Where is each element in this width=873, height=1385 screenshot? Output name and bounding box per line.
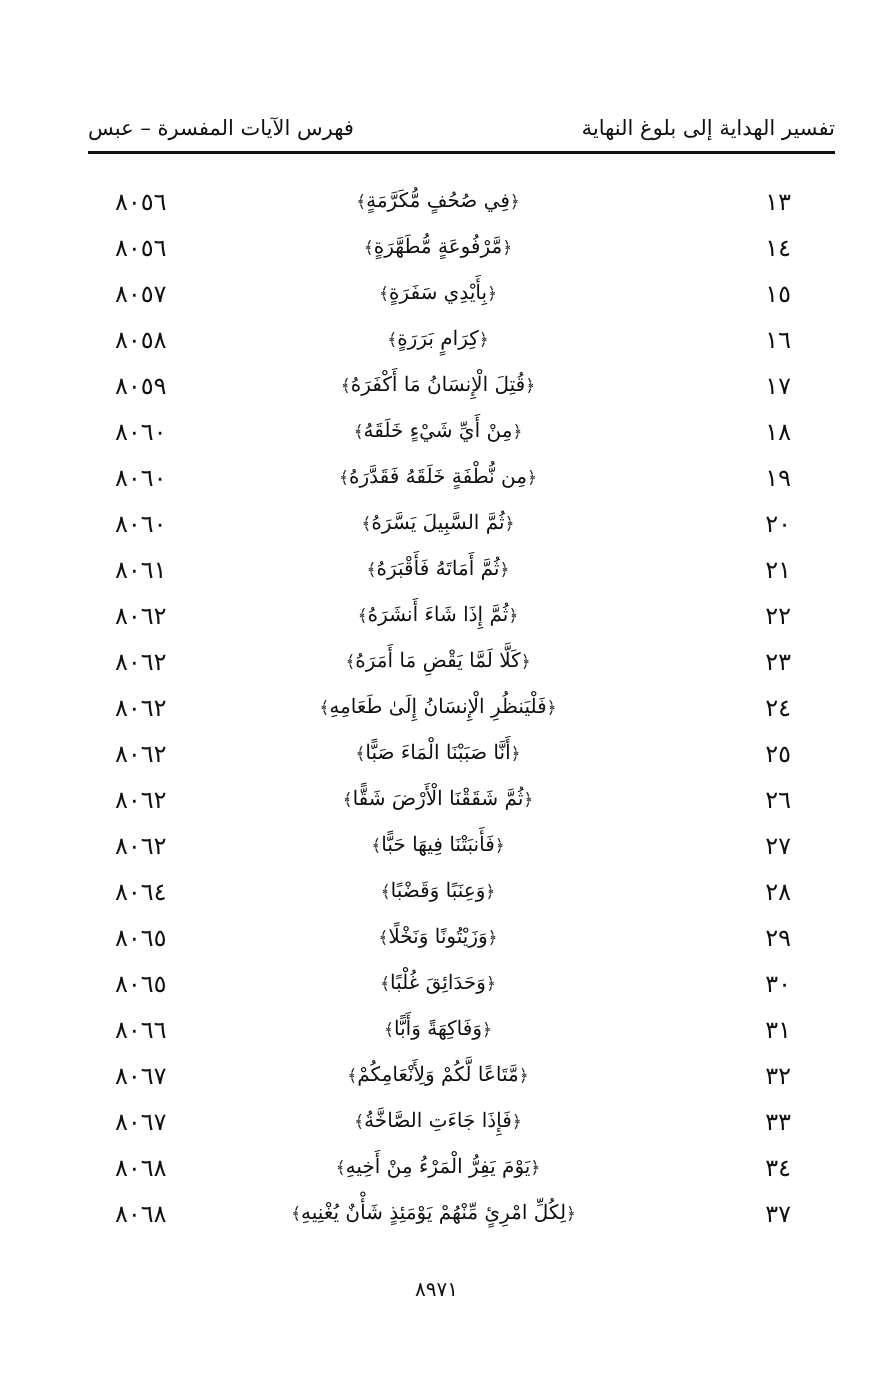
verse-text: أَنَّا صَبَبْنَا الْمَاءَ صَبًّا [365, 740, 511, 764]
verse-text: وَزَيْتُونًا وَنَخْلًا [388, 924, 488, 948]
index-row [0, 1008, 873, 1054]
verse-text: قُتِلَ الْإِنسَانُ مَا أَكْفَرَهُ [350, 372, 526, 396]
verse-text-cell [300, 740, 576, 764]
index-row [0, 824, 873, 870]
ornate-bracket-close-icon: ﴾ [378, 284, 389, 304]
page-reference: ٨٠٦١ [115, 556, 167, 584]
ornate-bracket-open-icon: ﴿ [508, 606, 519, 626]
ornate-bracket-open-icon: ﴿ [482, 1020, 492, 1040]
ornate-bracket-close-icon: ﴾ [378, 928, 389, 948]
verse-text: بِأَيْدِي سَفَرَةٍ [388, 280, 488, 304]
ornate-bracket-close-icon: ﴾ [357, 606, 368, 626]
page-header [88, 112, 835, 152]
ornate-bracket-close-icon: ﴾ [335, 1158, 346, 1178]
page-reference: ٨٠٦٦ [115, 1016, 167, 1044]
index-row [0, 1100, 873, 1146]
verse-number: ١٨ [765, 418, 791, 446]
ornate-bracket-close-icon: ﴾ [345, 652, 356, 672]
ornate-bracket-open-icon: ﴿ [485, 974, 496, 994]
index-row [0, 272, 873, 318]
verse-number: ٣٧ [765, 1200, 791, 1228]
index-row [0, 364, 873, 410]
verse-text-cell [300, 924, 576, 948]
page-reference: ٨٠٦٠ [115, 418, 167, 446]
page-reference: ٨٠٦٧ [115, 1108, 167, 1136]
verse-text-cell [300, 1154, 576, 1178]
index-row [0, 1054, 873, 1100]
verse-number: ٣٠ [765, 970, 791, 998]
ornate-bracket-open-icon: ﴿ [511, 1112, 522, 1132]
verse-text: وَحَدَائِقَ غُلْبًا [390, 970, 486, 994]
verse-text-cell [300, 1108, 576, 1132]
ornate-bracket-open-icon: ﴿ [530, 1158, 541, 1178]
page-reference: ٨٠٥٨ [115, 326, 167, 354]
verse-text: وَفَاكِهَةً وَأَبًّا [393, 1016, 482, 1040]
ornate-bracket-open-icon: ﴿ [504, 514, 515, 534]
ornate-bracket-open-icon: ﴿ [509, 192, 520, 212]
index-row [0, 502, 873, 548]
page-reference: ٨٠٦٤ [115, 878, 167, 906]
index-row [0, 226, 873, 272]
ornate-bracket-close-icon: ﴾ [384, 1020, 394, 1040]
index-row [0, 180, 873, 226]
verse-number: ٣٣ [765, 1108, 791, 1136]
verse-number: ٢٩ [765, 924, 791, 952]
page-reference: ٨٠٦٠ [115, 510, 167, 538]
index-row [0, 778, 873, 824]
page-reference: ٨٠٦٨ [115, 1200, 167, 1228]
ornate-bracket-open-icon: ﴿ [487, 928, 498, 948]
ornate-bracket-close-icon: ﴾ [361, 514, 372, 534]
verse-number: ٢٧ [765, 832, 791, 860]
ornate-bracket-open-icon: ﴿ [525, 376, 536, 396]
page-reference: ٨٠٦٥ [115, 970, 167, 998]
verse-text: يَوْمَ يَفِرُّ الْمَرْءُ مِنْ أَخِيهِ [345, 1154, 531, 1178]
page-number: ٨٩٧١ [415, 1277, 458, 1301]
ornate-bracket-open-icon: ﴿ [478, 330, 489, 350]
verse-text: كِرَامٍ بَرَرَةٍ [397, 326, 479, 350]
verse-text: وَعِنَبًا وَقَضْبًا [390, 878, 486, 902]
verse-text: مِن نُّطْفَةٍ خَلَقَهُ فَقَدَّرَهُ [349, 464, 527, 488]
page-reference: ٨٠٦٢ [115, 832, 167, 860]
page-reference: ٨٠٥٦ [115, 188, 167, 216]
verse-text-cell [300, 510, 576, 534]
verse-text-cell [300, 786, 576, 810]
verse-number: ١٣ [765, 188, 791, 216]
verse-text-cell [300, 188, 576, 212]
ornate-bracket-close-icon: ﴾ [387, 330, 398, 350]
verse-number: ٣١ [765, 1016, 791, 1044]
page-reference: ٨٠٦٢ [115, 602, 167, 630]
ornate-bracket-close-icon: ﴾ [347, 1066, 358, 1086]
ornate-bracket-open-icon: ﴿ [499, 560, 510, 580]
verse-text: لِكُلِّ امْرِئٍ مِّنْهُمْ يَوْمَئِذٍ شَأْنٌ يُغْنِيهِ [301, 1200, 567, 1224]
ornate-bracket-close-icon: ﴾ [380, 882, 391, 902]
verse-number: ٢٢ [765, 602, 791, 630]
verse-number: ٢٠ [765, 510, 791, 538]
verse-text-cell [300, 234, 576, 258]
verse-text: مِنْ أَيِّ شَيْءٍ خَلَقَهُ [363, 418, 513, 442]
ornate-bracket-open-icon: ﴿ [546, 698, 557, 718]
verse-text-cell [300, 556, 576, 580]
ornate-bracket-open-icon: ﴿ [566, 1204, 576, 1224]
page-reference: ٨٠٦٧ [115, 1062, 167, 1090]
verse-number: ٣٤ [765, 1154, 791, 1182]
verse-text-cell [300, 878, 576, 902]
ornate-bracket-open-icon: ﴿ [485, 882, 496, 902]
ornate-bracket-open-icon: ﴿ [520, 652, 531, 672]
verse-text-cell [300, 418, 576, 442]
verse-text: مَّتَاعًا لَّكُمْ وَلِأَنْعَامِكُمْ [357, 1062, 519, 1086]
verse-number: ٢١ [765, 556, 791, 584]
verse-text-cell [300, 694, 576, 718]
verse-text-cell [300, 1016, 576, 1040]
verse-text: كَلَّا لَمَّا يَقْضِ مَا أَمَرَهُ [355, 648, 521, 672]
verse-number: ١٥ [765, 280, 791, 308]
page-reference: ٨٠٥٦ [115, 234, 167, 262]
ornate-bracket-open-icon: ﴿ [510, 744, 521, 764]
verse-text: ثُمَّ إِذَا شَاءَ أَنشَرَهُ [367, 602, 509, 626]
verse-number: ١٦ [765, 326, 791, 354]
index-row [0, 686, 873, 732]
verse-text-cell [300, 326, 576, 350]
verse-text-cell [300, 1062, 576, 1086]
verse-number: ١٤ [765, 234, 791, 262]
verse-text-cell [300, 280, 576, 304]
index-row [0, 732, 873, 778]
ornate-bracket-open-icon: ﴿ [512, 422, 523, 442]
index-row [0, 410, 873, 456]
verse-number: ٢٨ [765, 878, 791, 906]
verse-number: ٣٢ [765, 1062, 791, 1090]
ornate-bracket-close-icon: ﴾ [371, 836, 382, 856]
index-row [0, 1192, 873, 1238]
verse-number: ٢٦ [765, 786, 791, 814]
verse-number: ٢٥ [765, 740, 791, 768]
index-row [0, 594, 873, 640]
page-reference: ٨٠٦٨ [115, 1154, 167, 1182]
ornate-bracket-close-icon: ﴾ [366, 560, 377, 580]
verse-text-cell [300, 648, 576, 672]
verse-index-table [0, 180, 873, 1238]
section-title: فهرس الآيات المفسرة – عبس [88, 116, 354, 140]
book-title: تفسير الهداية إلى بلوغ النهاية [581, 116, 835, 140]
index-row [0, 962, 873, 1008]
page-reference: ٨٠٦٢ [115, 786, 167, 814]
index-row [0, 1146, 873, 1192]
index-row [0, 870, 873, 916]
verse-number: ٢٤ [765, 694, 791, 722]
ornate-bracket-open-icon: ﴿ [526, 468, 537, 488]
ornate-bracket-close-icon: ﴾ [291, 1204, 302, 1224]
ornate-bracket-open-icon: ﴿ [487, 284, 498, 304]
ornate-bracket-open-icon: ﴿ [502, 238, 513, 258]
index-row [0, 318, 873, 364]
verse-text-cell [300, 832, 576, 856]
index-row [0, 456, 873, 502]
verse-text-cell [300, 970, 576, 994]
index-row [0, 916, 873, 962]
verse-text: فَلْيَنظُرِ الْإِنسَانُ إِلَىٰ طَعَامِهِ [329, 694, 547, 718]
ornate-bracket-close-icon: ﴾ [340, 376, 351, 396]
index-row [0, 548, 873, 594]
verse-text: ثُمَّ أَمَاتَهُ فَأَقْبَرَهُ [376, 556, 500, 580]
ornate-bracket-close-icon: ﴾ [355, 744, 366, 764]
verse-number: ١٩ [765, 464, 791, 492]
ornate-bracket-close-icon: ﴾ [354, 1112, 365, 1132]
verse-text: فِي صُحُفٍ مُّكَرَّمَةٍ [366, 188, 510, 212]
index-row [0, 640, 873, 686]
ornate-bracket-close-icon: ﴾ [363, 238, 374, 258]
verse-text-cell [300, 372, 576, 396]
ornate-bracket-close-icon: ﴾ [342, 790, 353, 810]
ornate-bracket-close-icon: ﴾ [339, 468, 350, 488]
page-reference: ٨٠٦٢ [115, 648, 167, 676]
verse-text: ثُمَّ شَقَقْنَا الْأَرْضَ شَقًّا [352, 786, 524, 810]
verse-text: مَّرْفُوعَةٍ مُّطَهَّرَةٍ [373, 234, 503, 258]
ornate-bracket-close-icon: ﴾ [356, 192, 367, 212]
ornate-bracket-open-icon: ﴿ [523, 790, 534, 810]
page-reference: ٨٠٦٠ [115, 464, 167, 492]
verse-text: ثُمَّ السَّبِيلَ يَسَّرَهُ [371, 510, 505, 534]
verse-text-cell [291, 1200, 576, 1224]
page-reference: ٨٠٥٧ [115, 280, 167, 308]
verse-number: ١٧ [765, 372, 791, 400]
ornate-bracket-open-icon: ﴿ [518, 1066, 529, 1086]
ornate-bracket-close-icon: ﴾ [353, 422, 364, 442]
verse-text: فَإِذَا جَاءَتِ الصَّاخَّةُ [364, 1108, 512, 1132]
ornate-bracket-close-icon: ﴾ [380, 974, 391, 994]
ornate-bracket-close-icon: ﴾ [319, 698, 330, 718]
page-reference: ٨٠٦٢ [115, 694, 167, 722]
page-reference: ٨٠٥٩ [115, 372, 167, 400]
page-reference: ٨٠٦٥ [115, 924, 167, 952]
verse-number: ٢٣ [765, 648, 791, 676]
header-rule [88, 151, 835, 154]
ornate-bracket-open-icon: ﴿ [494, 836, 505, 856]
verse-text-cell [300, 464, 576, 488]
verse-text: فَأَنبَتْنَا فِيهَا حَبًّا [381, 832, 495, 856]
page-reference: ٨٠٦٢ [115, 740, 167, 768]
verse-text-cell [300, 602, 576, 626]
